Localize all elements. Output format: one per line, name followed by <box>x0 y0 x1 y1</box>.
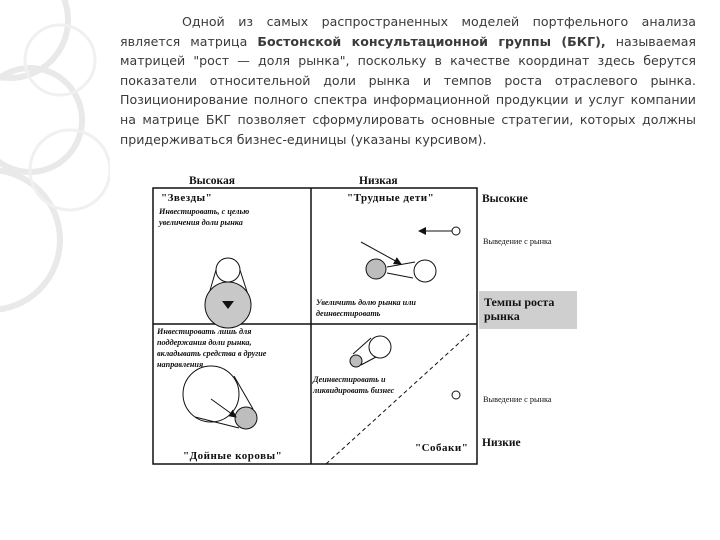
exit-market-top: Выведение с рынка <box>483 237 552 246</box>
exit-market-bottom: Выведение с рынка <box>483 395 552 404</box>
column-low-label: Низкая <box>359 175 398 187</box>
growth-axis-title-line2: рынка <box>484 309 520 323</box>
decorative-circles <box>0 0 110 540</box>
paragraph-part2: называемая матрицей "рост — доля рынка", поскольку в качестве координат здесь берутся показатели относительной доли рынка и темпов роста отраслевого рынка. Позиционирование полного спектра информационной продукции и услуг компании на матрице БКГ позволяет сформулировать основные стратегии, которых должны придерживаться бизнес-единицы (указаны курсивом). <box>120 33 696 147</box>
star-small-circle <box>216 258 240 282</box>
intro-paragraph <box>120 12 696 149</box>
question-circle <box>414 260 436 282</box>
growth-low-label: Низкие <box>482 437 521 449</box>
quadrant-question-marks: "Трудные дети" <box>347 192 435 204</box>
quadrant-stars: "Звезды" <box>161 192 213 204</box>
growth-axis-title-line1: Темпы роста <box>484 295 555 309</box>
question-strategy-note: Увеличить долю рынка или деинвестировать <box>316 298 416 318</box>
bcg-matrix-figure <box>151 174 577 466</box>
quadrant-cash-cows: "Дойные коровы" <box>183 450 283 462</box>
cow-small-circle <box>235 407 257 429</box>
dogs-strategy-note: Деинвестировать и ликвидировать бизнес <box>313 375 395 395</box>
cows-strategy-note: Инвестировать лишь для поддержания доли рынка, вкладывать средства в другие направления <box>157 327 267 369</box>
column-high-label: Высокая <box>189 175 235 187</box>
paragraph-part1: Одной из самых распространенных моделей портфельного анализа является матрица <box>120 14 696 49</box>
question-small-circle <box>366 259 386 279</box>
quadrant-dogs: "Собаки" <box>415 442 469 454</box>
growth-high-label: Высокие <box>482 193 528 205</box>
paragraph-bold-term: Бостонской консультационной группы (БКГ), <box>257 33 606 49</box>
stars-strategy-note: Инвестировать, с целью увеличения доли рынка <box>159 207 250 227</box>
